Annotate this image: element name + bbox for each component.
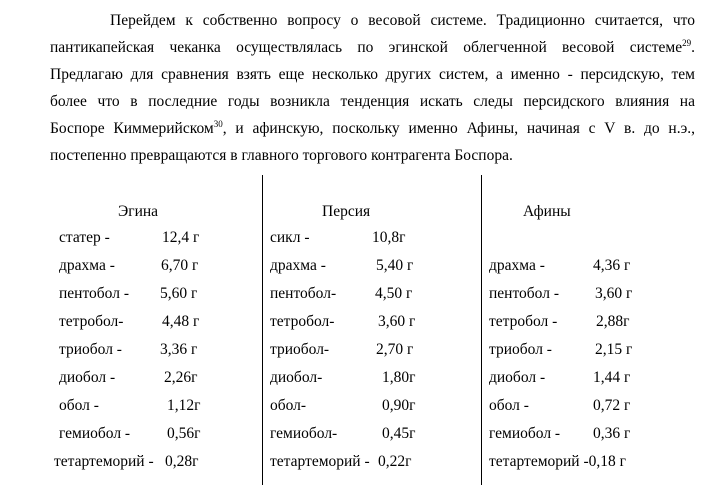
coin-name: тетартеморий -0,18 г [489,453,626,470]
coin-weight: 3,60 г [378,313,416,330]
coin-weight: 0,56г [167,425,201,442]
paragraph-line: Перейдем к собственно вопросу о весовой системе. Традиционно считается, что [110,12,695,29]
coin-name: диобол- [270,369,323,386]
coin-weight: 5,40 г [376,257,414,274]
paragraph-line: пантикапейская чеканка осуществлялась по эгинской облегченной весовой системе$^{29}$. [50,37,695,56]
coin-name: сикл - [270,229,310,246]
coin-weight: 4,50 г [375,285,413,302]
coin-name: драхма - [489,257,545,274]
paragraph-line: Предлагаю для сравнения взять еще несколько других систем, а именно - персидскую, тем [50,66,695,83]
coin-weight: 4,48 г [162,313,200,330]
coin-weight: 6,70 г [161,257,199,274]
coin-name: тетробол- [270,313,335,330]
column-divider [262,175,263,485]
coin-name: пентобол - [59,285,129,302]
coin-name: гемиобол- [270,425,338,442]
coin-weight: 0,45г [382,425,416,442]
coin-name: драхма - [270,257,326,274]
coin-weight: 1,44 г [593,369,631,386]
coin-weight: 2,15 г [595,341,633,358]
coin-weight: 1,80г [382,369,416,386]
coin-name: диобол - [59,369,116,386]
coin-weight: 5,60 г [160,285,198,302]
coin-name: обол- [270,397,307,414]
paragraph-line: более что в последние годы возникла тенденция искать следы персидского влияния на [50,93,695,110]
coin-name: пентобол - [489,285,559,302]
coin-name: гемиобол - [489,425,561,442]
coin-name: тетробол - [489,313,558,330]
column-title-persia: Персия [322,203,371,220]
footnote-ref[interactable]: 30 [213,118,223,129]
coin-name: диобол - [489,369,546,386]
coin-weight: 12,4 г [162,229,200,246]
coin-weight: 2,88г [596,313,630,330]
column-title-athens: Афины [523,203,571,220]
coin-weight: 2,26г [164,369,198,386]
coin-name: тетробол- [59,313,124,330]
coin-weight: 0,90г [382,397,416,414]
coin-weight: 0,36 г [593,425,631,442]
coin-weight: 0,28г [165,453,199,470]
paragraph-line: постепенно превращаются в главного торгового контрагента Боспора. [50,147,513,164]
coin-name: драхма - [59,257,115,274]
coin-name: триобол- [270,341,330,358]
coin-weight: 3,60 г [595,285,633,302]
coin-weight: 10,8г [372,229,406,246]
coin-weight: 3,36 г [160,341,198,358]
footnote-ref[interactable]: 29 [682,37,692,48]
column-title-aegina: Эгина [118,203,159,220]
coin-weight: 1,12г [167,397,201,414]
coin-name: обол - [489,397,529,414]
coin-weight: 4,36 г [593,257,631,274]
coin-name: пентобол- [270,285,337,302]
coin-name: триобол - [489,341,552,358]
coin-name: тетартеморий - [54,453,154,470]
body-paragraph [50,7,695,169]
coin-name: гемиобол - [59,425,131,442]
coin-name: статер - [59,229,110,246]
coin-weight: 2,70 г [376,341,414,358]
coin-name: обол - [59,397,99,414]
paragraph-line: Боспоре Киммерийском$^{30}$, и афинскую, поскольку именно Афины, начиная с V в. до н.э., [50,118,695,137]
coin-name: триобол - [59,341,122,358]
column-divider [481,175,482,485]
coin-name: тетартеморий - [270,453,370,470]
coin-weight: 0,72 г [593,397,631,414]
coin-weight: 0,22г [378,453,412,470]
